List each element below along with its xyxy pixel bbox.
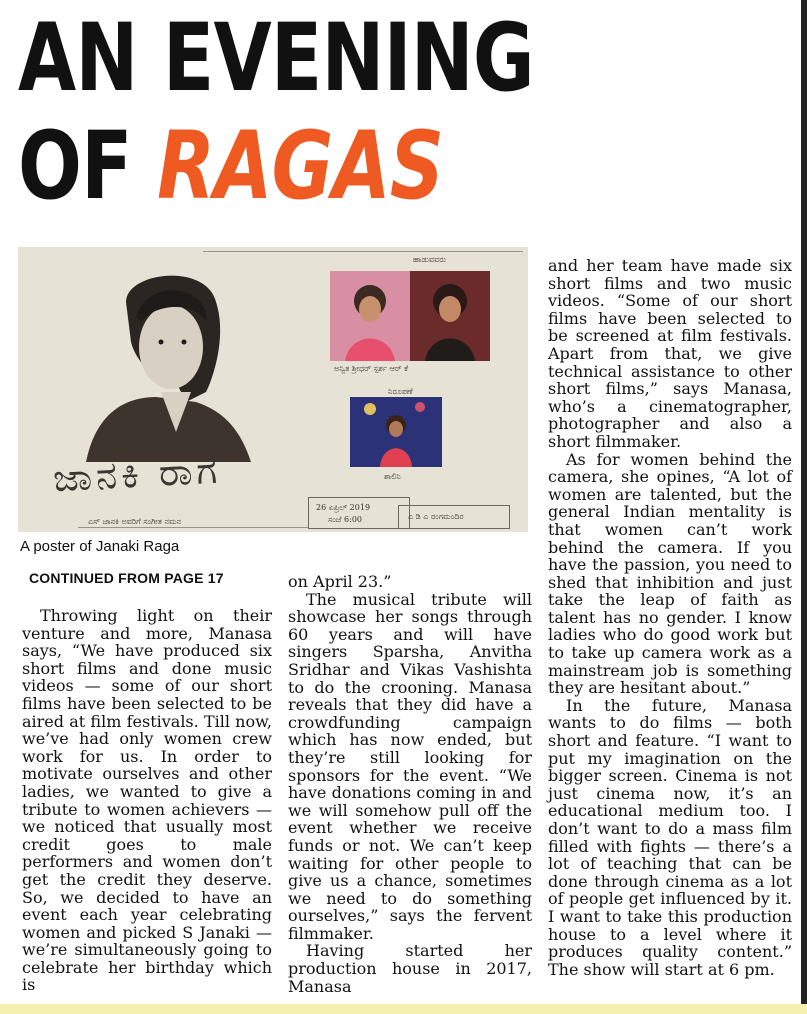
poster-caption: A poster of Janaki Raga bbox=[20, 538, 180, 555]
column-3 bbox=[548, 257, 792, 978]
poster-top-rule bbox=[203, 251, 523, 252]
column-2 bbox=[288, 573, 532, 995]
portrait-sketch-image bbox=[66, 262, 256, 462]
headline-prefix: OF bbox=[18, 112, 132, 221]
column3-paragraph: In the future, Manasa wants to do films — both short and feature. “I want to put my imagination on the bigger screen. Cinema is not just cinema now, it’s an educational medium too. I don’t want to do a mass film filled with fights — there’s a lot of teaching that can be done through cinema as a lot of people get influenced by it. I want to take this production house to a level where it produces quality content.” The show will start at 6 pm. bbox=[548, 695, 792, 979]
singer-names-kannada-image: ಅನ್ವಿತ ಶ್ರೀಧರ್ ಸ್ಪರ್ಶ ಆರ್ ಕೆ bbox=[334, 364, 409, 373]
column-1 bbox=[22, 607, 272, 994]
headline-accent: RAGAS bbox=[157, 112, 444, 221]
janaki-raga-poster-image: ಜಾನಕಿ ರಾಗ ಎಸ್ ಜಾನಕಿ ಅವರಿಗೆ ಸಂಗೀತ ನಮನ ಅನ್ವಿತ ಶ್ರೀಧರ್ ಸ್ಪರ್ಶ ಆರ್ ಕೆ ನಿರೂಪಣೆ ಶಾಲಿನಿ ಹಾಡುವವರು 26 ಏಪ್ರಿಲ್ 2019 ಸಂಜೆ 6:00 ಎ ಡಿ ಎ ರಂಗಮಂದಿರ bbox=[18, 247, 528, 532]
continued-label: CONTINUED FROM PAGE 17 bbox=[29, 570, 224, 586]
page-edge-shadow bbox=[801, 0, 807, 1014]
singers-photo-image bbox=[330, 271, 490, 361]
headline-line-1: AN EVENING bbox=[18, 4, 534, 113]
poster-subtitle-kannada-image: ಎಸ್ ಜಾನಕಿ ಅವರಿಗೆ ಸಂಗೀತ ನಮನ bbox=[88, 517, 182, 526]
column3-lead: and her team have made six short films and two music videos. “Some of our short films have been selected to be screened at film festivals. Apart from that, we give technical assistance to other short films,” says Manasa, who’s a cinematographer, photographer and also a short filmmaker. bbox=[548, 256, 792, 451]
column2-paragraph: Having started her production house in 2017, Manasa bbox=[288, 941, 532, 996]
column1-paragraph: Throwing light on their venture and more, Manasa says, “We have produced six short films and done music videos — some of our short films have been selected to be aired at film festivals. Till now, we’ve had only women crew work for us. In order to motivate ourselves and other ladies, we wanted to give a tribute to women achievers — we noticed that usually most credit goes to male performers and women don’t get the credit they deserve. So, we decided to have an event each year celebrating women and picked S Janaki — we’re simultaneously going to celebrate her birthday which is bbox=[22, 606, 272, 995]
headline-line-2 bbox=[18, 112, 444, 221]
janaki-raga-kannada-title-image: ಜಾನಕಿ ರಾಗ bbox=[51, 447, 223, 501]
column2-lead: on April 23.” bbox=[288, 572, 392, 591]
bottom-rule bbox=[0, 1004, 807, 1014]
column3-paragraph: As for women behind the camera, she opines, “A lot of women are talented, but the general Indian mentality is that women can’t work behind the camera. If you have the passion, you need to shed that inhibition and just take the leap of faith as talent has no gender. I know ladies who do good work but to take up camera work as a mainstream job is something they are hesitant about.” bbox=[548, 449, 792, 698]
column2-paragraph: The musical tribute will showcase her songs through 60 years and will have singers Sparsha, Anvitha Sridhar and Vikas Vashishta to do the crooning. Manasa reveals that they did have a crowdfunding campaign which has now ended, but they’re still looking for sponsors for the event. “We have donations coming in and we will somehow pull off the event whether we receive funds or not. We can’t keep waiting for other people to give us a chance, sometimes we need to do something ourselves,” says the fervent filmmaker. bbox=[288, 589, 532, 943]
performer-photo-image bbox=[350, 397, 442, 467]
